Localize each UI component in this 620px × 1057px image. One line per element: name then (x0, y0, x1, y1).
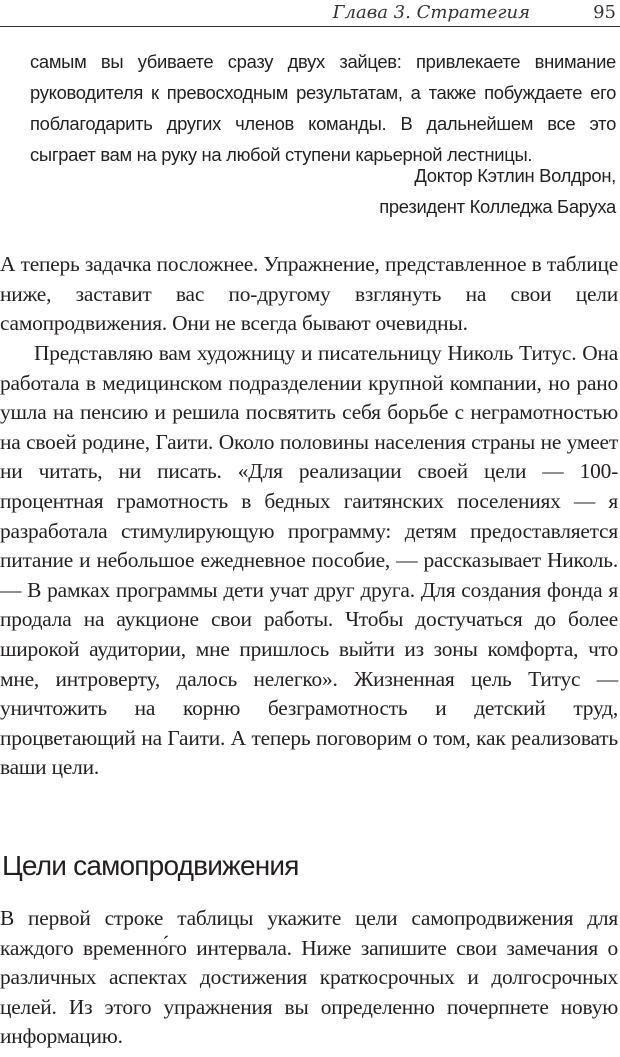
quote-attribution (379, 160, 616, 222)
running-title: Глава 3. Стратегия (332, 2, 530, 23)
quote-text: самым вы убиваете сразу двух зайцев: привлекаете внимание руководителя к превосходным результатам, а также побуждаете его поблагодарить других членов команды. В дальнейшем все это сыграет вам на руку на любой ступени карьерной лестницы. (30, 51, 616, 165)
quote-author-title: президент Колледжа Баруха (379, 196, 616, 217)
page-header (0, 0, 620, 27)
quote-author: Доктор Кэтлин Волдрон, (414, 165, 616, 186)
section-paragraph: В первой строке таблицы укажите цели самопродвижения для каждого временно́го интервала. Ниже запишите свои замечания о различных аспектах достижения краткосрочных и долгосрочных целей. Из этого упражнения вы определенно почерпнете новую информацию. (0, 906, 618, 1049)
quote-block (30, 46, 616, 170)
section-heading: Цели самопродвижения (2, 850, 299, 881)
page-number: 95 (593, 2, 616, 23)
body-paragraph-1: А теперь задачка посложнее. Упражнение, представленное в таблице ниже, заставит вас по-другому взглянуть на свои цели самопродвижения. Они не всегда бывают очевидны. (0, 252, 618, 336)
body-paragraph-2: Представляю вам художницу и писательницу Николь Титус. Она работала в медицинском подразделении крупной компании, но рано ушла на пенсию и решила посвятить себя борьбе с неграмотностью на своей родине, Гаити. Около половины населения страны не умеет ни читать, ни писать. «Для реализации своей цели — 100-процентная грамотность в бедных гаитянских поселениях — я разработала стимулирующую программу: детям предоставляется питание и небольшое ежедневное пособие, — рассказывает Николь. — В рамках программы дети учат друг друга. Для создания фонда я продала на аукционе свои работы. Чтобы достучаться до более широкой аудитории, мне пришлось выйти из зоны комфорта, что мне, интроверту, далось нелегко». Жизненная цель Титус — уничтожить на корню безграмотность и детский труд, процветающий на Гаити. А теперь поговорим о том, как реализовать ваши цели. (0, 341, 618, 780)
